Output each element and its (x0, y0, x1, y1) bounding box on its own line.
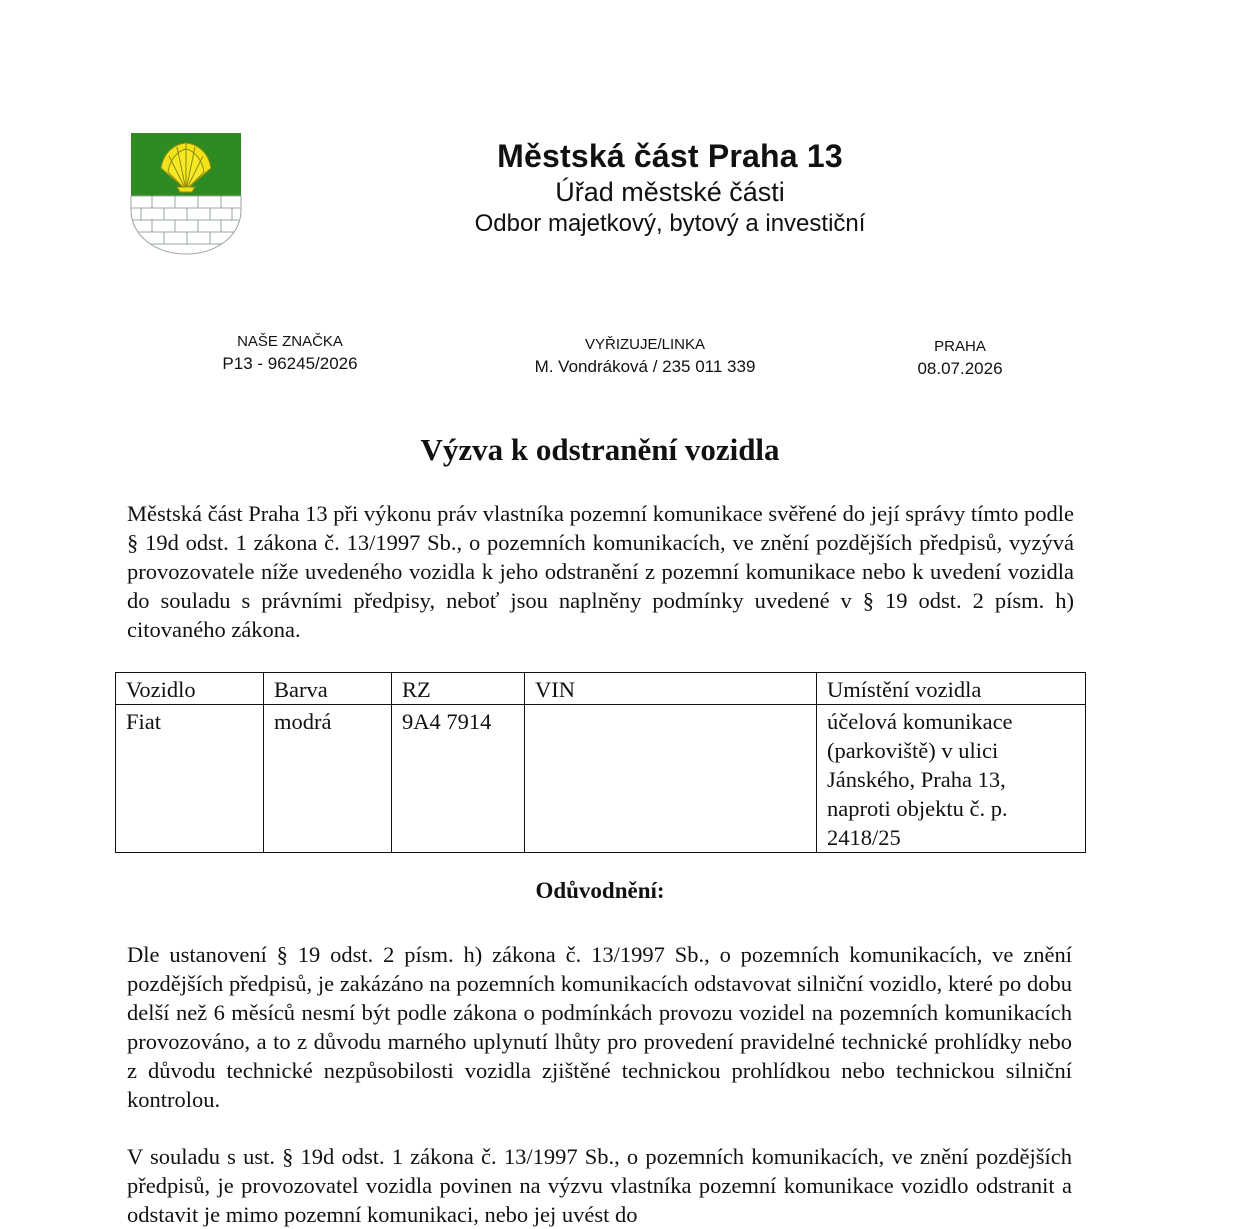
table-header-row (116, 673, 1086, 705)
header-vehicle: Vozidlo (116, 673, 264, 705)
crest-wall (131, 196, 241, 254)
municipality-title: Městská část Praha 13 (497, 138, 843, 174)
header-location: Umístění vozidla (817, 673, 1086, 705)
place-date-block (880, 336, 1040, 380)
contact-label: VYŘIZUJE/LINKA (584, 336, 706, 353)
header-vin: VIN (525, 673, 817, 705)
header-color: Barva (264, 673, 392, 705)
table-row (116, 705, 1086, 853)
reference-block (190, 331, 390, 375)
header-plate: RZ (392, 673, 525, 705)
cell-location: účelová komunikace (parkoviště) v ulici Jánského, Praha 13, naproti objektu č. p. 2418/25 (817, 705, 1086, 853)
reference-label: NAŠE ZNAČKA (237, 333, 343, 350)
intro-paragraph: Městská část Praha 13 při výkonu práv vlastníka pozemní komunikace svěřené do její správy tímto podle § 19d odst. 1 zákona č. 13/1997 Sb., o pozemních komunikacích, ve znění pozdějších předpisů, vyzývá provozovatele níže uvedeného vozidla k jeho odstranění z pozemní komunikace nebo k uvedení vozidla do souladu s právními předpisy, neboť jsou naplněny podmínky uvedené v § 19 odst. 2 písm. h) citovaného zákona. (127, 501, 1074, 642)
cell-vehicle: Fiat (116, 705, 264, 853)
reference-value: P13 - 96245/2026 (222, 354, 358, 373)
place-label: PRAHA (934, 338, 986, 355)
cell-plate: 9A4 7914 (392, 705, 525, 853)
reasoning-heading: Odůvodnění: (535, 878, 665, 903)
reasoning-paragraph: Dle ustanovení § 19 odst. 2 písm. h) zákona č. 13/1997 Sb., o pozemních komunikacích, ve znění pozdějších předpisů, je zakázáno na pozemních komunikacích odstavovat silniční vozidlo, které po dobu delší než 6 měsíců nesmí být podle zákona o podmínkách provozu vozidel na pozemních komunikacích provozováno, a to z důvodu marného uplynutí lhůty pro provedení pravidelné technické prohlídky nebo z důvodu technické nezpůsobilosti vozidla zjištěné technickou prohlídkou nebo technickou silniční kontrolou. (127, 942, 1072, 1112)
vehicle-table (115, 672, 1086, 853)
department-name: Odbor majetkový, bytový a investiční (474, 210, 866, 237)
office-subtitle: Úřad městské části (555, 177, 785, 207)
municipal-crest-icon (130, 132, 242, 256)
contact-block (480, 334, 810, 378)
cell-color: modrá (264, 705, 392, 853)
cell-vin (525, 705, 817, 853)
contact-value: M. Vondráková / 235 011 339 (534, 357, 756, 376)
document-title: Výzva k odstranění vozidla (420, 432, 780, 467)
date-value: 08.07.2026 (917, 359, 1003, 378)
obligation-paragraph: V souladu s ust. § 19d odst. 1 zákona č. 13/1997 Sb., o pozemních komunikacích, ve znění pozdějších předpisů, je provozovatel vozidla povinen na výzvu vlastníka pozemní komunikace vozidlo odstranit a odstavit je mimo pozemní komunikaci, nebo jej uvést do (127, 1144, 1072, 1227)
